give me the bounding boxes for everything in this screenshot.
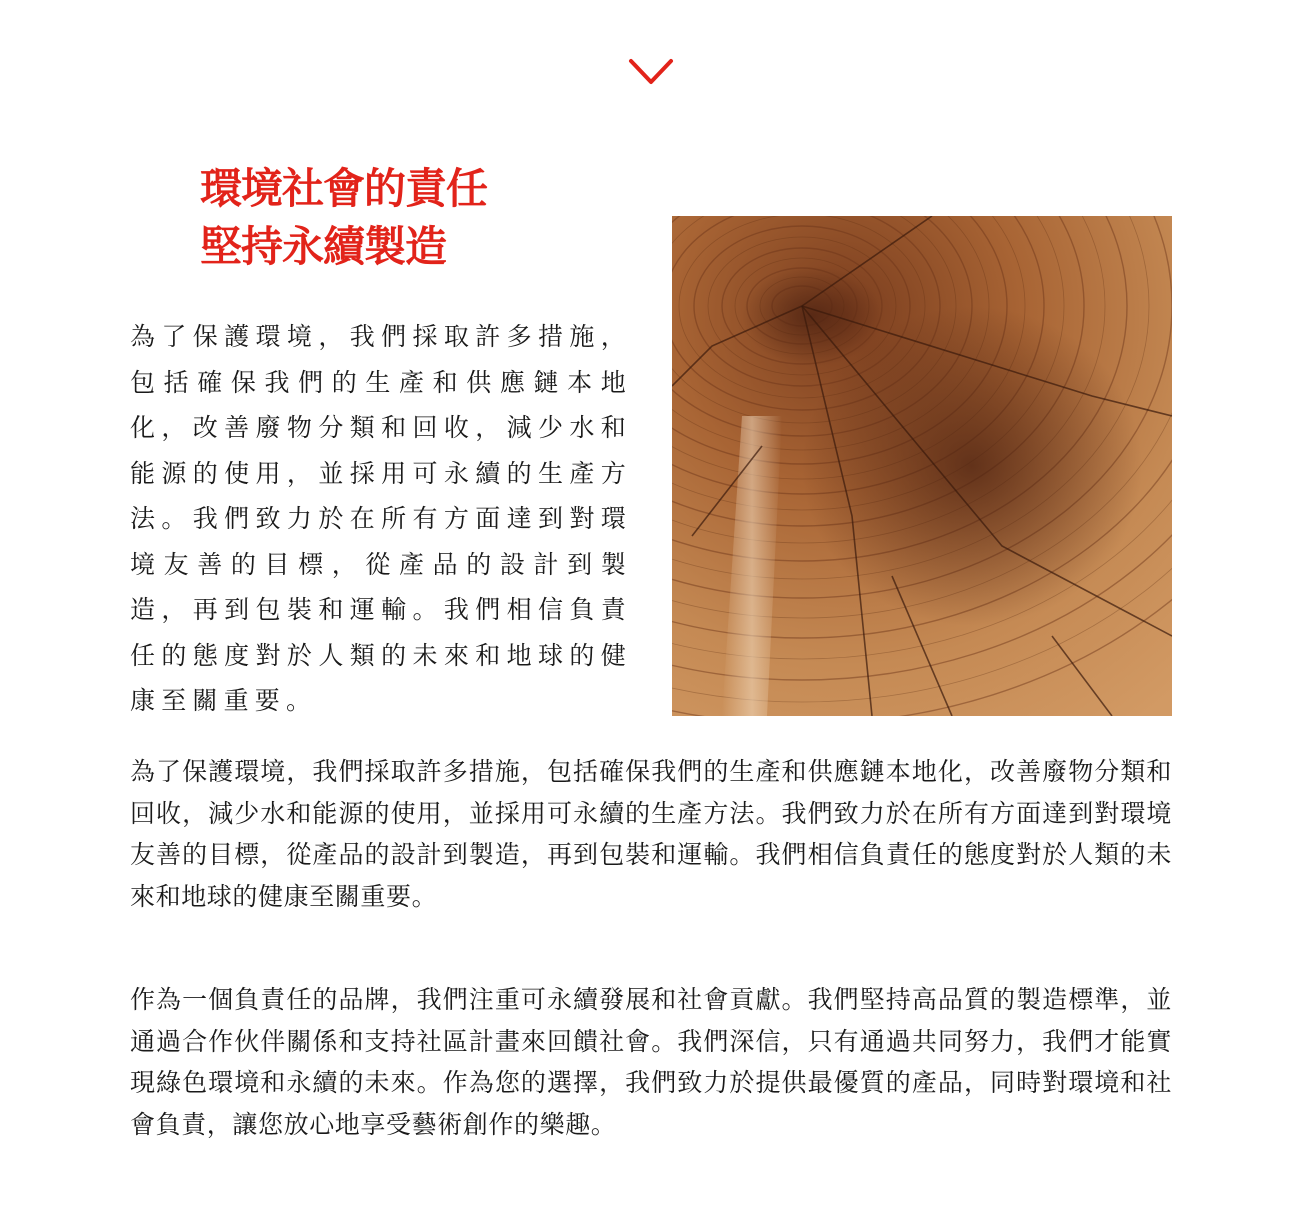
body-paragraph-2: 作為一個負責任的品牌，我們注重可永續發展和社會貢獻。我們堅持高品質的製造標準，並通過合作伙伴關係和支持社區計畫來回饋社會。我們深信，只有通過共同努力，我們才能實現綠色環境和永續的未來。作為您的選擇，我們致力於提供最優質的產品，同時對環境和社會負責，讓您放心地享受藝術創作的樂趣。 [130, 985, 1172, 1139]
wood-grain-image [672, 216, 1172, 716]
title-line-2: 堅持永續製造 [200, 222, 447, 271]
section-title [200, 160, 487, 276]
title-line-1: 環境社會的責任 [200, 164, 488, 213]
intro-paragraph: 為了保護環境，我們採取許多措施，包括確保我們的生產和供應鏈本地化，改善廢物分類和回收，減少水和能源的使用，並採用可永續的生產方法。我們致力於在所有方面達到對環境友善的目標，從產品的設計到製造，再到包裝和運輸。我們相信負責任的態度對於人類的未來和地球的健康至關重要。 [130, 322, 632, 715]
chevron-down-icon[interactable] [628, 58, 674, 86]
body-paragraph-1: 為了保護環境，我們採取許多措施，包括確保我們的生產和供應鏈本地化，改善廢物分類和回收，減少水和能源的使用，並採用可永續的生產方法。我們致力於在所有方面達到對環境友善的目標，從產品的設計到製造，再到包裝和運輸。我們相信負責任的態度對於人類的未來和地球的健康至關重要。 [130, 757, 1172, 911]
